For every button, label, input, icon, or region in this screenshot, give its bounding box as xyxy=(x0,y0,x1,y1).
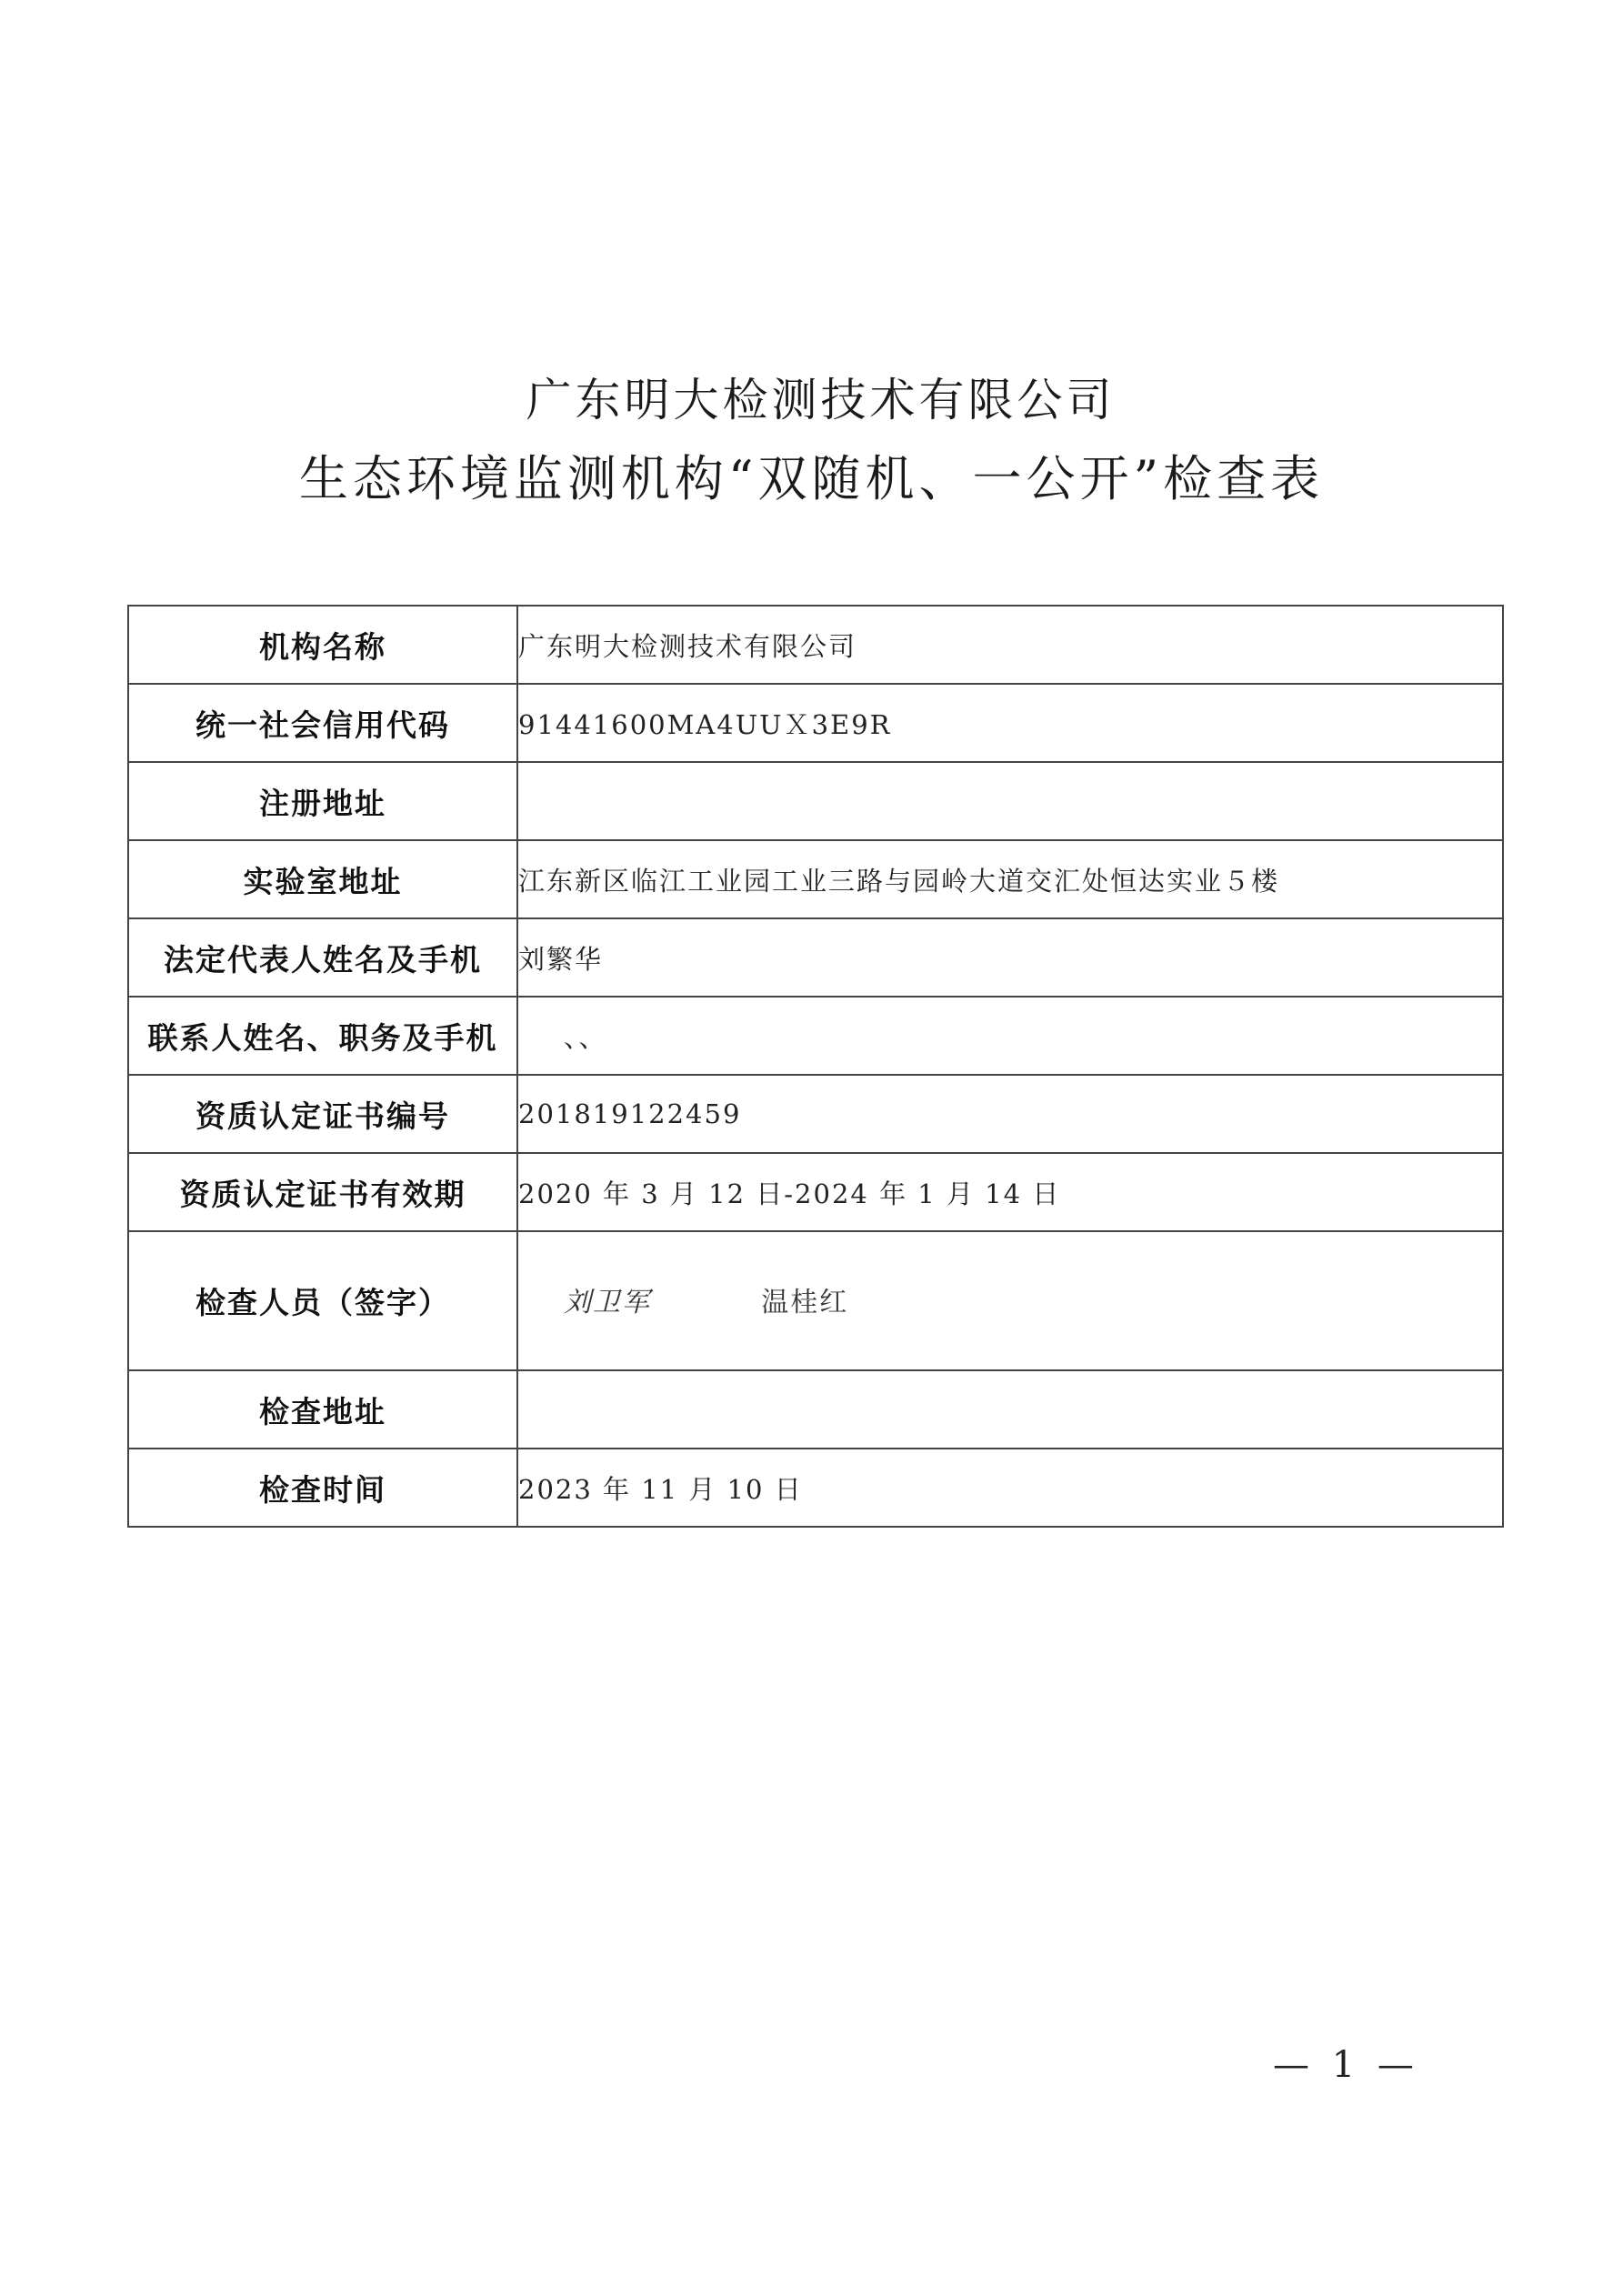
row-label-credit-code: 统一社会信用代码 xyxy=(128,684,517,762)
row-label-org-name: 机构名称 xyxy=(128,606,517,684)
row-value-org-name: 广东明大检测技术有限公司 xyxy=(517,606,1503,684)
table-row xyxy=(128,1153,1503,1231)
table-row xyxy=(128,997,1503,1075)
table-row xyxy=(128,684,1503,762)
table-row xyxy=(128,606,1503,684)
row-label-legal-rep: 法定代表人姓名及手机 xyxy=(128,918,517,997)
row-label-cert-validity: 资质认定证书有效期 xyxy=(128,1153,517,1231)
inspector-signature-2: 温桂红 xyxy=(761,1287,849,1318)
table-row xyxy=(128,1370,1503,1449)
title-company: 广东明大检测技术有限公司 xyxy=(526,374,1116,426)
row-label-contact: 联系人姓名、职务及手机 xyxy=(128,997,517,1075)
row-value-legal-rep: 刘繁华 xyxy=(517,918,1503,997)
row-value-registered-address xyxy=(517,762,1503,840)
inspection-table xyxy=(127,605,1504,1528)
row-label-inspection-address: 检查地址 xyxy=(128,1370,517,1449)
table-row xyxy=(128,840,1503,918)
row-label-lab-address: 实验室地址 xyxy=(128,840,517,918)
row-value-cert-number: 201819122459 xyxy=(517,1075,1503,1153)
row-value-lab-address: 江东新区临江工业园工业三路与园岭大道交汇处恒达实业５楼 xyxy=(517,840,1503,918)
row-value-cert-validity: 2020 年 3 月 12 日-2024 年 1 月 14 日 xyxy=(517,1153,1503,1231)
row-value-inspection-time: 2023 年 11 月 10 日 xyxy=(517,1449,1503,1527)
table-row xyxy=(128,1231,1503,1370)
row-label-inspectors: 检查人员（签字） xyxy=(128,1231,517,1370)
document-title xyxy=(0,364,1623,520)
table-row xyxy=(128,762,1503,840)
table-row xyxy=(128,918,1503,997)
row-label-cert-number: 资质认定证书编号 xyxy=(128,1075,517,1153)
page-number: — 1 — xyxy=(1273,2044,1419,2086)
row-value-contact: 、、 xyxy=(517,997,1503,1075)
row-label-inspection-time: 检查时间 xyxy=(128,1449,517,1527)
table-row xyxy=(128,1449,1503,1527)
row-label-registered-address: 注册地址 xyxy=(128,762,517,840)
table-row xyxy=(128,1075,1503,1153)
row-value-credit-code: 91441600MA4UUＸ3E9R xyxy=(517,684,1503,762)
row-value-inspection-address xyxy=(517,1370,1503,1449)
row-value-inspectors xyxy=(517,1231,1503,1370)
title-form-name: 生态环境监测机构“双随机、一公开”检查表 xyxy=(298,450,1325,507)
inspector-signature-1: 刘卫军 xyxy=(564,1287,651,1318)
